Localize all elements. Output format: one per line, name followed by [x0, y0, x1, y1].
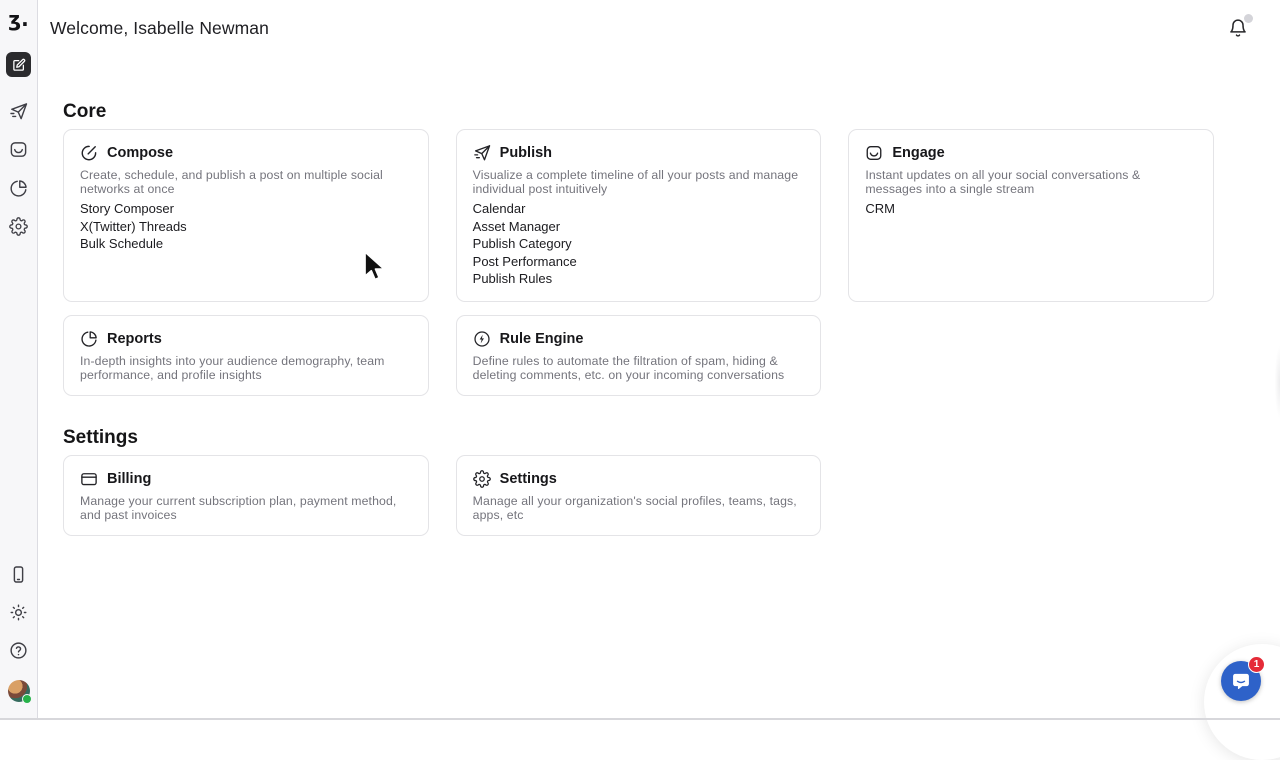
section-settings [63, 426, 1214, 536]
sidebar-item-theme-toggle[interactable] [6, 600, 31, 625]
card-header [473, 330, 805, 348]
mobile-icon [9, 565, 28, 584]
chat-bubble-icon [1231, 671, 1251, 691]
pie-chart-icon [80, 330, 98, 348]
card-header [80, 144, 412, 162]
card-grid [63, 455, 1214, 536]
sidebar [0, 0, 38, 718]
card-rule-engine[interactable] [456, 315, 822, 396]
card-settings[interactable] [456, 455, 822, 536]
card-title: Billing [107, 470, 152, 487]
topbar [37, 0, 1280, 56]
card-title: Engage [892, 145, 945, 161]
main-content [63, 56, 1214, 536]
card-billing[interactable] [63, 455, 429, 536]
card-link-publish-category[interactable]: Publish Category [472, 236, 572, 251]
card-title: Reports [107, 330, 162, 347]
card-title: Publish [499, 145, 553, 161]
card-link-post-performance[interactable]: Post Performance [472, 253, 577, 269]
card-link-publish-rules[interactable]: Publish Rules [472, 271, 553, 286]
card-link-bulk-schedule[interactable]: Bulk Schedule [80, 236, 164, 251]
card-header [80, 470, 412, 488]
card-link-calendar[interactable]: Calendar [472, 201, 526, 216]
sidebar-item-profile[interactable] [6, 678, 31, 703]
compose-icon [80, 144, 98, 162]
card-header [473, 470, 805, 488]
card-publish[interactable] [456, 129, 822, 302]
gear-icon [9, 217, 28, 236]
paper-plane-icon [473, 144, 491, 162]
card-header [865, 144, 1197, 162]
zap-circle-icon [473, 330, 491, 348]
card-header [473, 144, 805, 162]
sidebar-item-mobile-app[interactable] [6, 562, 31, 587]
card-reports[interactable] [63, 315, 429, 396]
edit-doc-icon [12, 58, 26, 72]
panel-handle[interactable] [1268, 333, 1280, 431]
sun-icon [9, 603, 28, 622]
section-core [63, 100, 1214, 396]
notification-dot [1244, 14, 1253, 23]
help-icon [9, 641, 28, 660]
pie-chart-icon [9, 179, 28, 198]
card-title: Rule Engine [499, 330, 584, 347]
card-link-asset-manager[interactable]: Asset Manager [472, 218, 561, 234]
sidebar-item-help[interactable] [6, 638, 31, 663]
sidebar-item-reports[interactable] [6, 176, 31, 201]
notifications-button[interactable] [1228, 17, 1250, 39]
card-grid [63, 129, 1214, 396]
card-description: Define rules to automate the filtration of spam, hiding & deleting comments, etc. on your incoming conversations [472, 353, 785, 382]
section-title: Core [63, 101, 107, 122]
page-title: Welcome, Isabelle Newman [50, 17, 269, 38]
sidebar-item-hub[interactable] [6, 52, 31, 77]
inbox-icon [865, 144, 883, 162]
card-description: Manage all your organization's social profiles, teams, tags, apps, etc [472, 493, 797, 522]
sidebar-item-engage[interactable] [6, 137, 31, 162]
inbox-icon [9, 140, 28, 159]
chat-unread-badge: 1 [1248, 656, 1265, 673]
gear-icon [473, 470, 491, 488]
card-description: Manage your current subscription plan, payment method, and past invoices [80, 493, 397, 522]
paper-plane-icon [9, 102, 28, 121]
card-description: Instant updates on all your social conversations & messages into a single stream [865, 168, 1141, 196]
app-logo[interactable]: ʒ. [8, 7, 29, 31]
sidebar-item-settings[interactable] [6, 214, 31, 239]
card-engage[interactable] [848, 129, 1214, 302]
sidebar-item-publish[interactable] [6, 99, 31, 124]
card-link-story-composer[interactable]: Story Composer [80, 201, 174, 216]
card-description: In-depth insights into your audience demography, team performance, and profile insights [80, 353, 385, 382]
section-title: Settings [63, 426, 138, 448]
card-title: Compose [107, 145, 174, 161]
credit-card-icon [80, 470, 98, 488]
card-compose[interactable] [63, 129, 429, 302]
card-header [80, 330, 412, 348]
card-link-crm[interactable]: CRM [865, 201, 895, 216]
card-links [473, 200, 805, 288]
card-link-x-twitter-threads[interactable]: X(Twitter) Threads [80, 218, 187, 234]
card-title: Settings [499, 470, 557, 487]
avatar [8, 680, 30, 702]
card-description: Visualize a complete timeline of all your posts and manage individual post intuitively [472, 168, 799, 196]
card-links [865, 200, 1197, 218]
card-description: Create, schedule, and publish a post on multiple social networks at once [80, 168, 383, 196]
card-links [80, 200, 412, 253]
